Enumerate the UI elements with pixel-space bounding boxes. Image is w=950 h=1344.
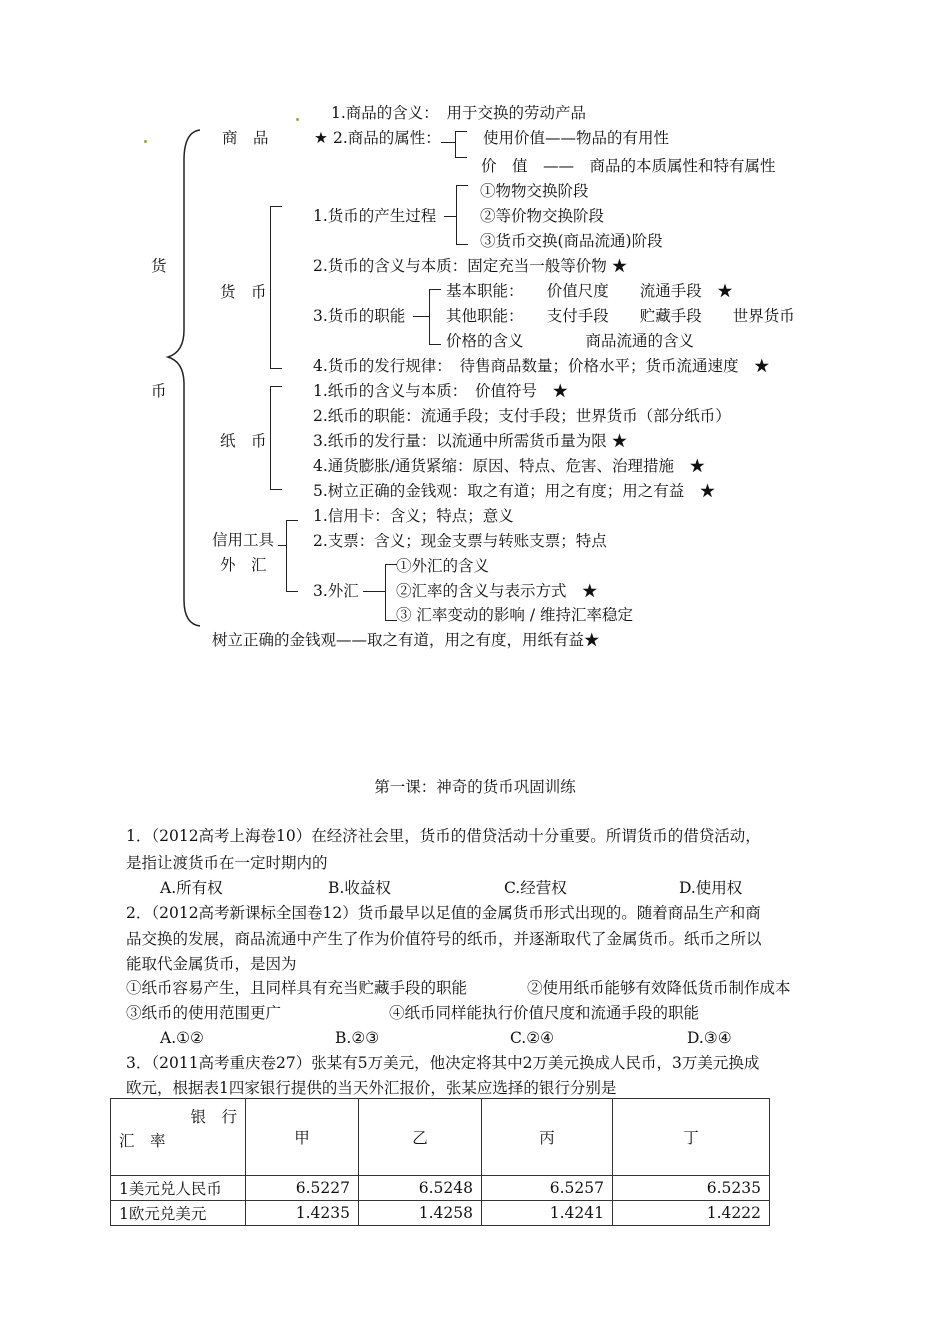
money-function: 3.货币的职能 [313, 307, 406, 325]
paper-title: 纸 币 [220, 432, 267, 450]
bracket-line [444, 216, 456, 217]
q2-line-2: 品交换的发展，商品流通中产生了作为价值符号的纸币，并逐渐取代了金属货币。纸币之所以 [126, 930, 762, 948]
bracket-line [270, 386, 282, 387]
q2-option-d: D.③④ [687, 1029, 732, 1047]
bracket-line [385, 564, 386, 621]
paper-item-5: 5.树立正确的金钱观：取之有道；用之有度；用之有益 ★ [313, 482, 716, 500]
money-origin: 1.货币的产生过程 [313, 207, 437, 225]
q2-statement-3: ③纸币的使用范围更广 [126, 1004, 282, 1022]
bracket-line [363, 591, 385, 592]
credit-item-1: 1.信用卡：含义；特点；意义 [313, 507, 514, 525]
rate-cell: 6.5257 [482, 1176, 613, 1201]
bracket-line [455, 131, 456, 158]
bracket-line [270, 206, 282, 207]
summary: 树立正确的金钱观——取之有道，用之有度，用纸有益★ [212, 631, 600, 649]
money-law: 4.货币的发行规律： 待售商品数量；价格水平；货币流通速度 ★ [313, 357, 770, 375]
q1-line-1: 1．（2012高考上海卷10）在经济社会里，货币的借贷活动十分重要。所谓货币的借贷活动， [126, 827, 761, 845]
paper-item-3: 3.纸币的发行量：以流通中所需货币量为限 ★ [313, 432, 628, 450]
stage-barter: ①物物交换阶段 [480, 182, 589, 200]
q2-line-1: 2．（2012高考新课标全国卷12）货币最早以足值的金属货币形式出现的。随着商品生产和商 [126, 904, 761, 922]
bracket-line [456, 244, 468, 245]
rate-cell: 1.4222 [613, 1201, 770, 1226]
money-title: 货 币 [220, 283, 267, 301]
bank-ding: 丁 [613, 1099, 770, 1176]
q2-statement-2: ②使用纸币能够有效降低货币制作成本 [527, 979, 791, 997]
row-label: 1美元兑人民币 [111, 1176, 246, 1201]
q2-option-b: B.②③ [335, 1029, 380, 1047]
bracket-line [286, 591, 298, 592]
q3-line-1: 3．（2011高考重庆卷27）张某有5万美元，他决定将其中2万美元换成人民币，3万美元换成 [126, 1054, 760, 1072]
use-value: 使用价值——物品的有用性 [483, 129, 670, 147]
other-functions: 其他职能： 支付手段 贮藏手段 世界货币 [446, 307, 795, 325]
q3-line-2: 欧元，根据表1四家银行提供的当天外汇报价，张某应选择的银行分别是 [126, 1079, 617, 1097]
corner-rate-label: 汇 率 [119, 1132, 166, 1150]
q1-option-b: B.收益权 [328, 879, 391, 897]
bracket-line [270, 386, 271, 490]
commodity-attributes: 2.商品的属性： [333, 129, 441, 147]
q2-statement-4: ④纸币同样能执行价值尺度和流通手段的职能 [389, 1004, 700, 1022]
bracket-line [429, 344, 441, 345]
bank-bing: 丙 [482, 1099, 613, 1176]
bracket-line [270, 489, 282, 490]
commodity-meaning: 1.商品的含义： 用于交换的劳动产品 [331, 104, 587, 122]
bracket-line [456, 185, 468, 186]
bracket-line [278, 545, 286, 546]
paper-item-2: 2.纸币的职能：流通手段；支付手段；世界货币（部分纸币） [313, 407, 731, 425]
exchange-rate-table [110, 1098, 770, 1226]
q2-line-3: 能取代金属货币，是因为 [126, 955, 297, 973]
table-header-row [111, 1099, 770, 1176]
q1-option-c: C.经营权 [504, 879, 567, 897]
bracket-line [286, 520, 287, 592]
q2-option-a: A.①② [160, 1029, 204, 1047]
rate-cell: 1.4258 [359, 1201, 482, 1226]
bracket-line [429, 289, 430, 345]
table-row [111, 1201, 770, 1226]
credit-title: 信用工具 [212, 531, 275, 549]
forex-item-2: ②汇率的含义与表示方式 ★ [396, 582, 598, 600]
table-row [111, 1176, 770, 1201]
bracket-line [456, 185, 457, 245]
rate-cell: 6.5227 [246, 1176, 359, 1201]
paper-item-4: 4.通货膨胀/通货紧缩：原因、特点、危害、治理措施 ★ [313, 457, 706, 475]
exercise-title: 第一课：神奇的货币巩固训练 [374, 778, 576, 796]
rate-cell: 1.4241 [482, 1201, 613, 1226]
bracket-line [413, 316, 429, 317]
bracket-line [286, 520, 298, 521]
commodity-title: 商 品 [222, 129, 269, 147]
money-essence: 2.货币的含义与本质：固定充当一般等价物 ★ [313, 257, 628, 275]
price-meaning: 价格的含义 商品流通的含义 [446, 332, 695, 350]
bracket-line [441, 142, 455, 143]
root-char-1: 货 [151, 257, 167, 275]
stage-equivalent: ②等价物交换阶段 [480, 207, 605, 225]
rate-cell: 6.5235 [613, 1176, 770, 1201]
q1-option-d: D.使用权 [679, 879, 743, 897]
bracket-line [455, 131, 467, 132]
q1-option-a: A.所有权 [160, 879, 223, 897]
stage-currency: ③货币交换(商品流通)阶段 [480, 232, 663, 250]
commodity-star: ★ [314, 129, 328, 147]
credit-item-3: 3.外汇 [313, 582, 359, 600]
value: 价 值 —— 商品的本质属性和特有属性 [481, 157, 776, 175]
corner-bank-label: 银 行 [190, 1108, 237, 1126]
forex-title: 外 汇 [220, 556, 267, 574]
root-char-2: 币 [151, 382, 167, 400]
bracket-line [270, 206, 271, 369]
rate-cell: 6.5248 [359, 1176, 482, 1201]
rate-cell: 1.4235 [246, 1201, 359, 1226]
row-label: 1欧元兑美元 [111, 1201, 246, 1226]
bank-yi: 乙 [359, 1099, 482, 1176]
q2-statement-1: ①纸币容易产生，且同样具有充当贮藏手段的职能 [126, 979, 468, 997]
credit-item-2: 2.支票：含义；现金支票与转账支票；特点 [313, 532, 607, 550]
paper-item-1: 1.纸币的含义与本质： 价值符号 ★ [313, 382, 569, 400]
bracket-line [270, 368, 282, 369]
q1-line-2: 是指让渡货币在一定时期内的 [126, 854, 328, 872]
bracket-line [429, 289, 441, 290]
table-corner-cell [111, 1099, 246, 1176]
forex-item-3: ③ 汇率变动的影响 / 维持汇率稳定 [396, 606, 634, 624]
forex-item-1: ①外汇的含义 [396, 557, 490, 575]
bracket-line [455, 157, 467, 158]
basic-functions: 基本职能： 价值尺度 流通手段 ★ [446, 282, 733, 300]
q2-option-c: C.②④ [510, 1029, 555, 1047]
bank-jia: 甲 [246, 1099, 359, 1176]
